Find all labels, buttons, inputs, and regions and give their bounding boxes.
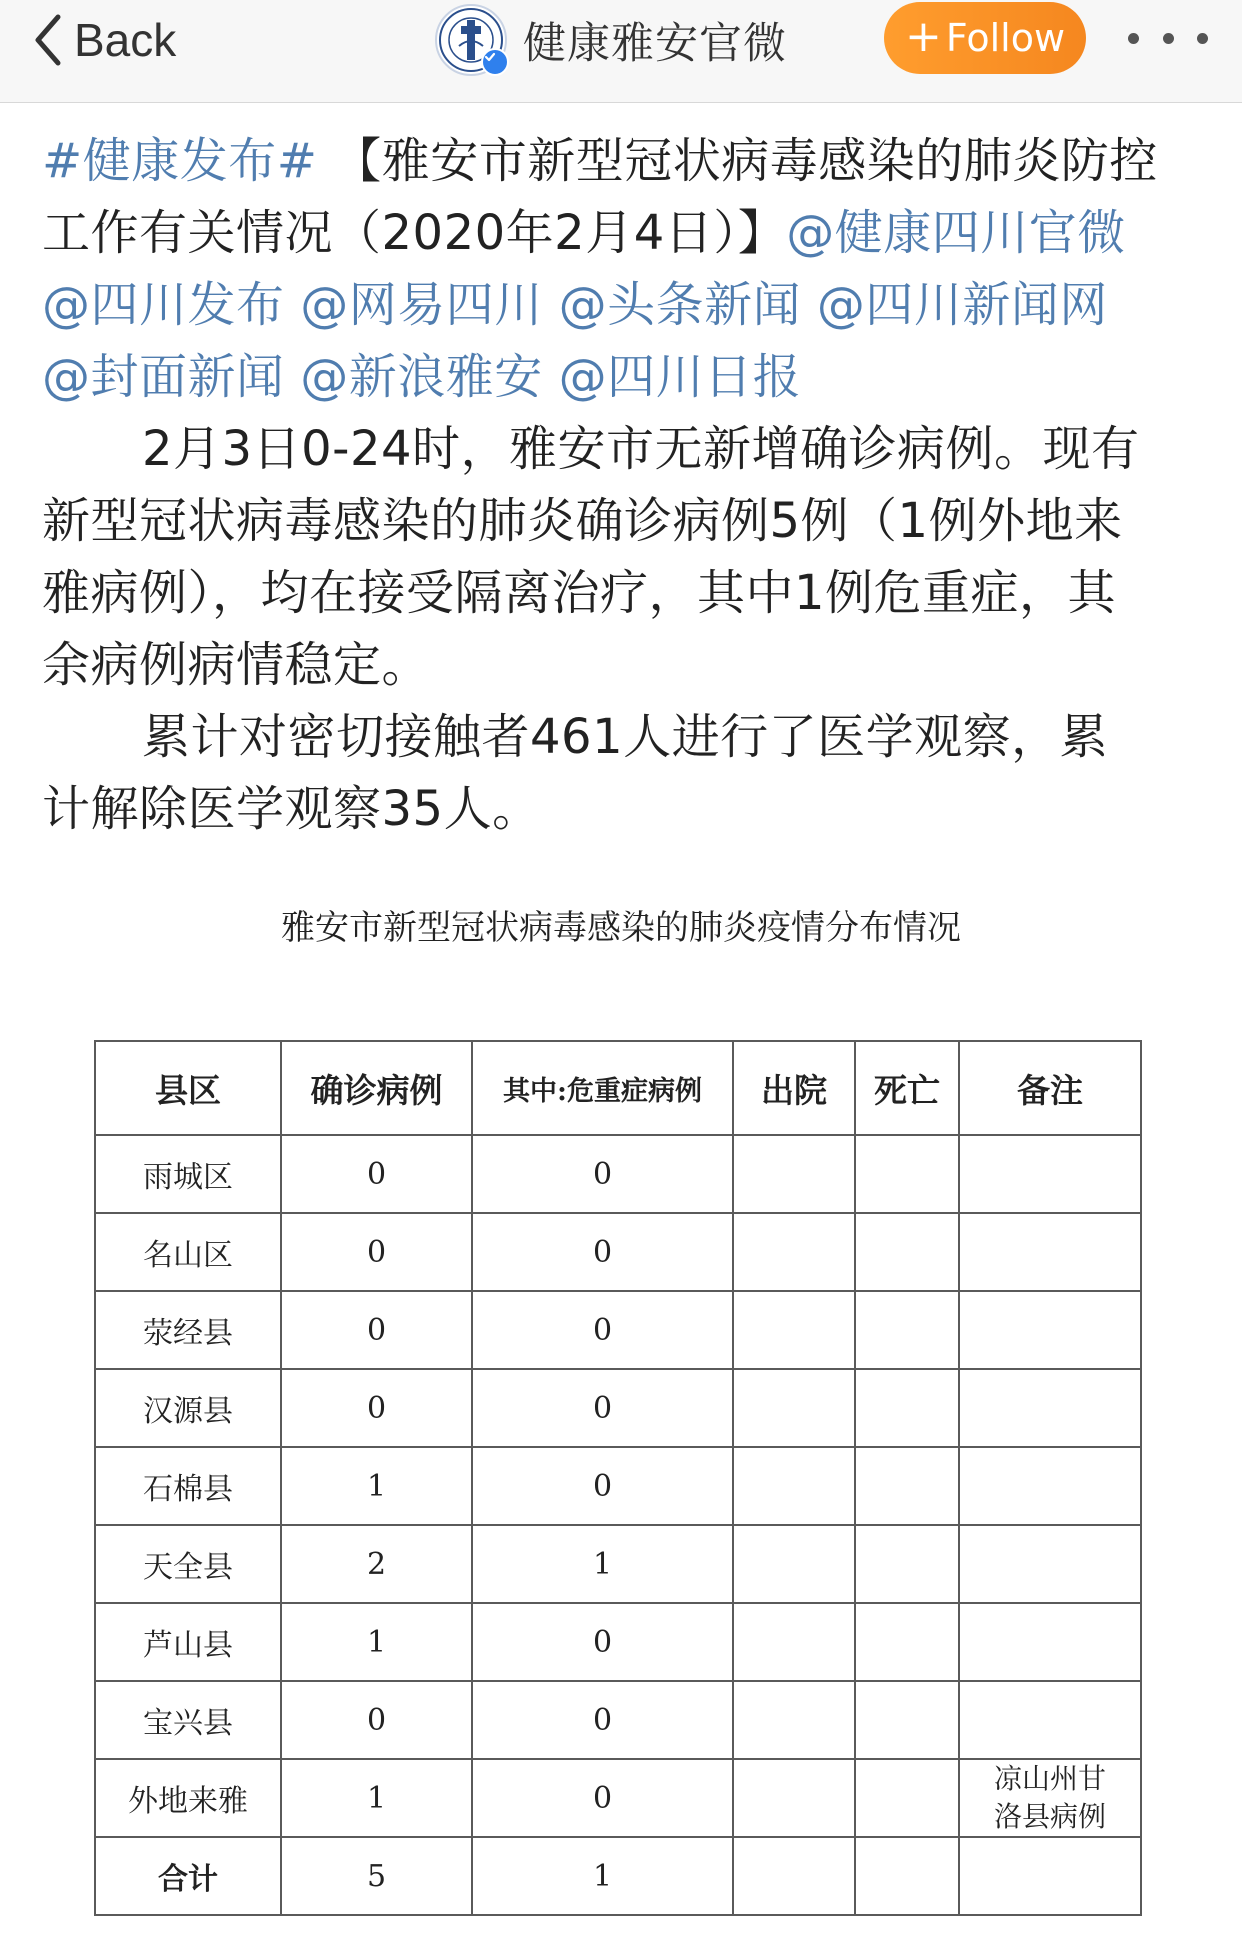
post-text-line [42, 557, 1212, 629]
table-cell [855, 1525, 959, 1603]
more-dot [1128, 33, 1139, 44]
table-row [95, 1603, 1141, 1681]
table-cell [855, 1135, 959, 1213]
post-text-segment: 新型冠状病毒感染的肺炎确诊病例5例（1例外地来 [42, 493, 1123, 549]
district-cell: 汉源县 [95, 1369, 281, 1447]
table-cell: 1 [281, 1759, 472, 1837]
table-cell [733, 1135, 855, 1213]
post-text-segment [543, 349, 559, 405]
table-cell: 0 [472, 1759, 733, 1837]
table-cell [959, 1525, 1141, 1603]
table-header-cell: 出院 [733, 1041, 855, 1135]
chevron-left-icon [30, 11, 64, 69]
post-text-line [42, 413, 1212, 485]
back-label: Back [74, 14, 177, 66]
table-cell: 1 [281, 1603, 472, 1681]
table-header-cell: 确诊病例 [281, 1041, 472, 1135]
table-row [95, 1447, 1141, 1525]
table-header-cell: 备注 [959, 1041, 1141, 1135]
table-cell: 0 [281, 1681, 472, 1759]
post-text-line [42, 485, 1212, 557]
post-text-segment: 雅病例），均在接受隔离治疗，其中1例危重症，其 [42, 565, 1117, 621]
account-header[interactable] [435, 2, 787, 78]
table-cell: 0 [472, 1369, 733, 1447]
table-cell [959, 1681, 1141, 1759]
table-header-cell: 其中:危重症病例 [472, 1041, 733, 1135]
avatar[interactable] [435, 4, 507, 76]
more-dot [1197, 33, 1208, 44]
table-cell: 0 [281, 1369, 472, 1447]
post-body [42, 125, 1212, 845]
table-cell [959, 1447, 1141, 1525]
post-text-line [42, 701, 1212, 773]
district-cell: 荥经县 [95, 1291, 281, 1369]
district-cell: 石棉县 [95, 1447, 281, 1525]
table-cell: 0 [472, 1681, 733, 1759]
table-header-cell: 县区 [95, 1041, 281, 1135]
table-cell [959, 1291, 1141, 1369]
table-row [95, 1837, 1141, 1915]
post-text-segment: 【雅安市新型冠状病毒感染的肺炎防控 [317, 133, 1158, 189]
table-cell [733, 1837, 855, 1915]
table-cell [733, 1213, 855, 1291]
post-text-line [42, 125, 1212, 197]
table-cell: 凉山州甘 洛县病例 [959, 1759, 1141, 1837]
table-cell: 0 [281, 1291, 472, 1369]
table-row [95, 1291, 1141, 1369]
post-text-line [42, 629, 1212, 701]
district-cell: 芦山县 [95, 1603, 281, 1681]
post-text-line [42, 341, 1212, 413]
table-cell [855, 1837, 959, 1915]
table-row [95, 1759, 1141, 1837]
table-cell [733, 1447, 855, 1525]
district-cell: 宝兴县 [95, 1681, 281, 1759]
table-row [95, 1213, 1141, 1291]
table-cell [855, 1213, 959, 1291]
post-text-segment [285, 277, 301, 333]
table-title: 雅安市新型冠状病毒感染的肺炎疫情分布情况 [281, 908, 961, 948]
post-text-segment: 累计对密切接触者461人进行了医学观察，累 [142, 709, 1109, 765]
verified-badge-icon [481, 48, 509, 76]
table-cell [959, 1213, 1141, 1291]
post-text-line [42, 269, 1212, 341]
table-cell [733, 1759, 855, 1837]
mention-link[interactable]: @健康四川官微 [786, 205, 1126, 261]
table-cell [959, 1603, 1141, 1681]
more-options-icon[interactable] [1128, 18, 1208, 58]
mention-link[interactable]: @四川新闻网 [816, 277, 1108, 333]
table-cell [733, 1681, 855, 1759]
post-text-segment: 余病例病情稳定。 [42, 637, 431, 693]
post-text-segment [285, 349, 301, 405]
more-dot [1163, 33, 1174, 44]
distribution-table[interactable] [94, 1040, 1142, 1916]
table-cell [855, 1681, 959, 1759]
table-cell: 0 [472, 1291, 733, 1369]
table-cell: 0 [281, 1213, 472, 1291]
mention-link[interactable]: @四川发布 [42, 277, 285, 333]
table-cell [959, 1135, 1141, 1213]
post-text-segment: 2月3日0-24时，雅安市无新增确诊病例。现有 [142, 421, 1140, 477]
post-text-line [42, 197, 1212, 269]
table-row [95, 1525, 1141, 1603]
table-cell [959, 1369, 1141, 1447]
follow-label: Follow [945, 16, 1066, 60]
table-cell: 1 [472, 1525, 733, 1603]
back-button[interactable] [30, 0, 176, 80]
district-cell: 天全县 [95, 1525, 281, 1603]
top-nav-bar [0, 0, 1242, 103]
mention-link[interactable]: @新浪雅安 [300, 349, 543, 405]
post-text-line [42, 773, 1212, 845]
district-cell: 雨城区 [95, 1135, 281, 1213]
table-cell: 0 [472, 1213, 733, 1291]
table-cell [959, 1837, 1141, 1915]
table-cell: 2 [281, 1525, 472, 1603]
table-cell: 5 [281, 1837, 472, 1915]
post-text-segment [801, 277, 817, 333]
mention-link[interactable]: @封面新闻 [42, 349, 285, 405]
table-row [95, 1681, 1141, 1759]
hashtag-link[interactable]: #健康发布# [42, 133, 318, 189]
table-cell [855, 1369, 959, 1447]
table-cell [733, 1291, 855, 1369]
table-cell: 1 [281, 1447, 472, 1525]
table-header-cell: 死亡 [855, 1041, 959, 1135]
table-cell [855, 1759, 959, 1837]
table-cell: 0 [472, 1447, 733, 1525]
table-cell: 1 [472, 1837, 733, 1915]
mention-link[interactable]: @四川日报 [558, 349, 802, 405]
district-cell: 合计 [95, 1837, 281, 1915]
table-cell [733, 1525, 855, 1603]
table-cell [733, 1603, 855, 1681]
district-cell: 外地来雅 [95, 1759, 281, 1837]
account-name[interactable]: 健康雅安官微 [523, 18, 787, 69]
table-cell: 0 [281, 1135, 472, 1213]
table-header-row [95, 1041, 1141, 1135]
mention-link[interactable]: @网易四川 [300, 277, 543, 333]
table-cell: 0 [472, 1135, 733, 1213]
post-text-segment [543, 277, 559, 333]
post-text-segment: 工作有关情况（2020年2月4日）】 [42, 205, 787, 261]
table-row [95, 1369, 1141, 1447]
district-cell: 名山区 [95, 1213, 281, 1291]
table-cell [855, 1447, 959, 1525]
post-text-segment: 计解除医学观察35人。 [42, 781, 541, 837]
plus-icon: + [904, 10, 942, 62]
mention-link[interactable]: @头条新闻 [558, 277, 802, 333]
table-cell: 0 [472, 1603, 733, 1681]
table-cell [733, 1369, 855, 1447]
table-cell [855, 1291, 959, 1369]
table-cell [855, 1603, 959, 1681]
table-row [95, 1135, 1141, 1213]
follow-button[interactable] [884, 2, 1086, 74]
